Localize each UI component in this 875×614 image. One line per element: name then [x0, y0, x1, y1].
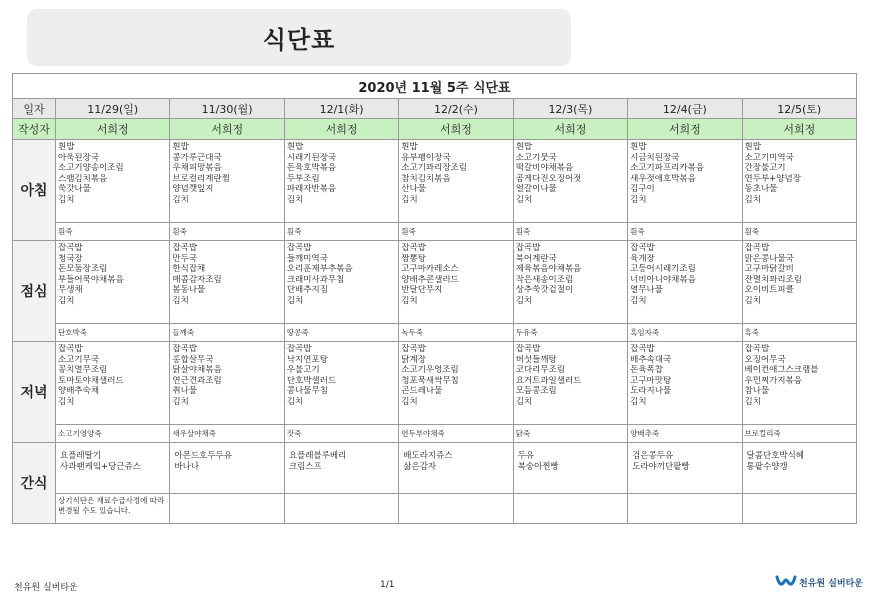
menu-item: 돈육호박볶음: [286, 163, 337, 174]
menu-item: 닭계장: [401, 354, 426, 365]
menu-item: 잡곡밥: [515, 243, 541, 253]
menu-item: 크림스프: [288, 462, 322, 472]
menu-cell-snack: [56, 443, 170, 494]
menu-item: 잡곡밥: [58, 243, 83, 253]
page-number: 1/1: [380, 580, 395, 590]
menu-item: 소고기꽈리장조림: [401, 163, 467, 174]
writer-cell: 서희정: [742, 119, 856, 140]
porridge-cell-lunch: 흑죽: [742, 324, 856, 342]
menu-item: 연두부+양념장: [744, 173, 801, 184]
porridge-cell-dinner: 브로컬리죽: [742, 425, 856, 443]
menu-item: 도라지나물: [630, 386, 672, 397]
menu-item: 김치: [172, 194, 189, 205]
menu-item: 잡곡밥: [515, 344, 541, 354]
porridge-cell-lunch: 땅콩죽: [284, 324, 398, 342]
menu-item: 토마토야채샐러드: [58, 375, 124, 386]
menu-cell-lunch: [742, 241, 856, 324]
porridge-cell-lunch: 들깨죽: [170, 324, 284, 342]
menu-item: 잔멸치꽈리조림: [744, 274, 803, 285]
menu-item: 양배추콘샐러드: [401, 274, 459, 285]
meal-label-snack: 간식: [13, 443, 56, 524]
menu-item: 김치: [58, 396, 75, 407]
menu-item: 김치: [286, 295, 304, 306]
menu-cell-breakfast: [284, 140, 398, 223]
meal-label-breakfast: 아침: [13, 140, 56, 241]
day-header: 11/30(월): [170, 99, 284, 119]
menu-item: 열무나물: [630, 285, 663, 296]
menu-cell-dinner: [284, 342, 398, 425]
menu-item: 김치: [286, 396, 304, 407]
menu-item: 배추속대국: [630, 354, 672, 365]
empty-cell: [170, 494, 284, 524]
writer-cell: 서희정: [56, 119, 170, 140]
menu-item: 얼갈이나물: [515, 184, 557, 195]
menu-cell-snack: [742, 443, 856, 494]
menu-item: 작은새송이조림: [515, 274, 574, 285]
menu-item: 흰밥: [744, 142, 761, 152]
menu-item: 김치: [515, 396, 533, 407]
menu-item: 고구마맛탕: [630, 375, 672, 386]
menu-item: 도라야끼단팥빵: [632, 462, 690, 472]
menu-item: 사과팬케잌+당근쥬스: [60, 462, 142, 472]
menu-item: 단호박샐러드: [286, 375, 337, 386]
menu-cell-snack: [513, 443, 627, 494]
menu-item: 간장불고기: [744, 163, 786, 174]
day-header: 12/4(금): [628, 99, 742, 119]
menu-item: 김치: [515, 295, 533, 306]
empty-cell: [284, 494, 398, 524]
menu-item: 잡곡밥: [744, 243, 770, 253]
writer-cell: 서희정: [170, 119, 284, 140]
menu-item: 요플레블루베리: [288, 451, 347, 461]
menu-item: 상추쑥갓겉절이: [515, 285, 574, 296]
menu-item: 동초나물: [744, 184, 778, 195]
menu-item: 김치: [58, 295, 75, 306]
menu-item: 잡곡밥: [630, 243, 655, 253]
day-header: 12/5(토): [742, 99, 856, 119]
page-title: 식단표: [262, 26, 336, 54]
menu-item: 유부팽이장국: [401, 152, 451, 163]
menu-item: 김치: [744, 194, 761, 205]
empty-cell: [628, 494, 742, 524]
day-header: 11/29(일): [56, 99, 170, 119]
menu-item: 새우젓애호박볶음: [630, 173, 696, 184]
menu-item: 흰밥: [58, 142, 75, 152]
menu-item: 파래자반볶음: [286, 184, 337, 195]
menu-item: 취나물: [172, 386, 198, 397]
menu-item: 소고기양송이조림: [58, 163, 124, 174]
meal-label-lunch: 점심: [13, 241, 56, 342]
menu-item: 코다리무조림: [515, 365, 565, 376]
menu-item: 김치: [401, 295, 418, 306]
porridge-cell-breakfast: 흰죽: [513, 223, 627, 241]
menu-item: 잡곡밥: [172, 243, 198, 253]
porridge-cell-lunch: 단호박죽: [56, 324, 170, 342]
menu-item: 잡곡밥: [172, 344, 198, 354]
menu-item: 통팥수양갱: [746, 462, 788, 472]
menu-item: 너비아니야채볶음: [630, 274, 696, 285]
menu-cell-dinner: [628, 342, 742, 425]
menu-item: 낙지연포탕: [286, 354, 328, 365]
menu-item: 만두국: [172, 253, 198, 264]
menu-item: 콩나물무침: [286, 386, 328, 397]
menu-item: 버섯들깨탕: [515, 354, 557, 365]
menu-item: 바나나: [174, 462, 200, 472]
menu-item: 김치: [630, 295, 647, 306]
menu-item: 김치: [630, 396, 647, 407]
menu-item: 모듬콩조림: [515, 386, 557, 397]
menu-item: 김치: [401, 194, 418, 205]
menu-cell-lunch: [56, 241, 170, 324]
writer-cell: 서희정: [513, 119, 627, 140]
menu-item: 곤드레나물: [401, 386, 443, 397]
menu-item: 검은콩두유: [632, 451, 674, 461]
menu-item: 우불고기: [286, 365, 320, 376]
menu-item: 고구마카레소스: [401, 264, 459, 275]
menu-item: 소고기무국: [58, 354, 100, 365]
page-title-box: [27, 9, 571, 66]
porridge-cell-dinner: 잣죽: [284, 425, 398, 443]
menu-item: 아욱된장국: [58, 152, 100, 163]
writer-label: 작성자: [13, 119, 56, 140]
menu-item: 오리훈제부추볶음: [286, 264, 353, 275]
menu-change-note: 상기식단은 재료수급사정에 따라 변경될 수도 있습니다.: [56, 494, 170, 524]
porridge-cell-dinner: 닭죽: [513, 425, 627, 443]
menu-item: 아몬드호두두유: [174, 451, 232, 461]
menu-cell-lunch: [628, 241, 742, 324]
menu-item: 고구마닭갈비: [744, 264, 794, 275]
menu-item: 브로컬리계란찜: [172, 173, 230, 184]
menu-item: 김치: [630, 194, 647, 205]
menu-item: 잡곡밥: [401, 344, 426, 354]
menu-item: 꽁치열무조림: [58, 365, 108, 376]
menu-table: [12, 73, 857, 524]
menu-cell-lunch: [284, 241, 398, 324]
menu-item: 쑥갓나물: [58, 184, 91, 195]
porridge-cell-breakfast: 흰죽: [170, 223, 284, 241]
menu-item: 요거트과일샐러드: [515, 375, 582, 386]
menu-cell-dinner: [399, 342, 513, 425]
porridge-cell-breakfast: 흰죽: [284, 223, 398, 241]
sheet-title: 2020년 11월 5주 식단표: [13, 74, 857, 99]
empty-cell: [513, 494, 627, 524]
meal-label-dinner: 저녁: [13, 342, 56, 443]
menu-item: 소고기미역국: [744, 152, 794, 163]
menu-item: 스팸김치볶음: [58, 173, 108, 184]
menu-item: 봄동나물: [172, 285, 206, 296]
menu-item: 잡곡밥: [744, 344, 770, 354]
menu-item: 짬뽕탕: [401, 253, 426, 264]
menu-item: 고등어시래기조림: [630, 264, 696, 275]
menu-item: 홍합살무국: [172, 354, 214, 365]
menu-item: 떡갈비야채볶음: [515, 163, 574, 174]
menu-item: 매콤감자조림: [172, 274, 222, 285]
menu-item: 김구이: [630, 184, 655, 195]
menu-cell-snack: [399, 443, 513, 494]
menu-cell-breakfast: [170, 140, 284, 223]
menu-item: 소고기파프리카볶음: [630, 163, 705, 174]
porridge-cell-dinner: 새우살야채죽: [170, 425, 284, 443]
porridge-cell-lunch: 흑임자죽: [628, 324, 742, 342]
menu-item: 청국장: [58, 253, 83, 264]
menu-item: 양념깻잎지: [172, 184, 214, 195]
menu-item: 산나물: [401, 184, 426, 195]
menu-item: 크래미사과무침: [286, 274, 345, 285]
logo-icon: [775, 574, 797, 590]
empty-cell: [742, 494, 856, 524]
menu-item: 한식잡채: [172, 264, 206, 275]
menu-item: 베이컨애그스크램블: [744, 365, 819, 376]
empty-cell: [399, 494, 513, 524]
menu-item: 반달단무지: [401, 285, 443, 296]
menu-cell-breakfast: [628, 140, 742, 223]
day-header: 12/1(화): [284, 99, 398, 119]
menu-item: 맑은콩나물국: [744, 253, 794, 264]
logo-text: 천유원 실버타운: [799, 578, 863, 589]
menu-item: 소고기우엉조림: [401, 365, 459, 376]
menu-item: 잡곡밥: [630, 344, 655, 354]
menu-item: 복숭아찐빵: [517, 462, 559, 472]
porridge-cell-lunch: 두유죽: [513, 324, 627, 342]
menu-item: 시금치된장국: [630, 152, 680, 163]
menu-item: 부들어묵야채볶음: [58, 274, 124, 285]
writer-cell: 서희정: [399, 119, 513, 140]
menu-item: 우민찌가지볶음: [744, 375, 803, 386]
menu-cell-lunch: [170, 241, 284, 324]
footer-org: 천유원 실버타운: [14, 583, 78, 593]
menu-cell-snack: [284, 443, 398, 494]
menu-item: 요플레딸기: [60, 451, 102, 461]
menu-item: 북어계란국: [515, 253, 557, 264]
menu-item: 우채피망볶음: [172, 163, 222, 174]
menu-item: 두유: [517, 451, 535, 461]
menu-item: 오이비트피클: [744, 285, 794, 296]
menu-item: 오징어무국: [744, 354, 786, 365]
menu-cell-dinner: [56, 342, 170, 425]
menu-item: 김치: [744, 396, 761, 407]
menu-item: 흰밥: [630, 142, 647, 152]
menu-cell-dinner: [170, 342, 284, 425]
menu-item: 양배추숙채: [58, 386, 100, 397]
menu-item: 청포묵새싹무침: [401, 375, 459, 386]
menu-item: 달콤단호박식혜: [746, 451, 805, 461]
menu-item: 잡곡밥: [286, 344, 312, 354]
menu-cell-snack: [170, 443, 284, 494]
writer-cell: 서희정: [628, 119, 742, 140]
menu-cell-lunch: [399, 241, 513, 324]
menu-item: 두부조림: [286, 173, 320, 184]
day-header: 12/3(목): [513, 99, 627, 119]
menu-item: 곰게다진오징어젓: [515, 173, 582, 184]
menu-item: 들깨미역국: [286, 253, 328, 264]
menu-cell-snack: [628, 443, 742, 494]
menu-cell-dinner: [513, 342, 627, 425]
menu-item: 흰밥: [515, 142, 533, 152]
menu-item: 김치: [401, 396, 418, 407]
menu-cell-breakfast: [742, 140, 856, 223]
menu-cell-dinner: [742, 342, 856, 425]
porridge-cell-dinner: 양배추죽: [628, 425, 742, 443]
porridge-cell-breakfast: 흰죽: [742, 223, 856, 241]
menu-item: 잡곡밥: [401, 243, 426, 253]
porridge-cell-dinner: 연두부야채죽: [399, 425, 513, 443]
menu-item: 제육볶음야채볶음: [515, 264, 582, 275]
menu-item: 흰밥: [172, 142, 189, 152]
footer-logo: [775, 574, 863, 590]
menu-item: 단배추지짐: [286, 285, 328, 296]
menu-item: 돈육폭찹: [630, 365, 663, 376]
porridge-cell-dinner: 소고기영양죽: [56, 425, 170, 443]
menu-item: 배도라지쥬스: [403, 451, 453, 461]
menu-item: 삶은감자: [403, 462, 437, 472]
menu-item: 김치: [286, 194, 304, 205]
menu-item: 김치: [744, 295, 761, 306]
porridge-cell-breakfast: 흰죽: [628, 223, 742, 241]
day-header: 12/2(수): [399, 99, 513, 119]
menu-item: 흰밥: [286, 142, 304, 152]
menu-item: 잡곡밥: [58, 344, 83, 354]
menu-item: 잡곡밥: [286, 243, 312, 253]
menu-item: 참나물: [744, 386, 770, 397]
porridge-cell-breakfast: 흰죽: [56, 223, 170, 241]
menu-item: 소고기뭇국: [515, 152, 557, 163]
menu-cell-lunch: [513, 241, 627, 324]
menu-item: 육개장: [630, 253, 655, 264]
menu-cell-breakfast: [56, 140, 170, 223]
menu-item: 김치: [515, 194, 533, 205]
menu-cell-breakfast: [399, 140, 513, 223]
porridge-cell-lunch: 녹두죽: [399, 324, 513, 342]
menu-item: 김치: [58, 194, 75, 205]
writer-cell: 서희정: [284, 119, 398, 140]
menu-item: 흰밥: [401, 142, 418, 152]
date-label: 일자: [13, 99, 56, 119]
menu-item: 돈모둠장조림: [58, 264, 108, 275]
menu-item: 무생채: [58, 285, 83, 296]
porridge-cell-breakfast: 흰죽: [399, 223, 513, 241]
menu-item: 닭살야채볶음: [172, 365, 222, 376]
menu-item: 연근견과조림: [172, 375, 222, 386]
menu-item: 김치: [172, 396, 189, 407]
menu-item: 콩가루근대국: [172, 152, 222, 163]
menu-item: 참치김치볶음: [401, 173, 451, 184]
menu-item: 시래기된장국: [286, 152, 337, 163]
menu-cell-breakfast: [513, 140, 627, 223]
menu-item: 김치: [172, 295, 189, 306]
